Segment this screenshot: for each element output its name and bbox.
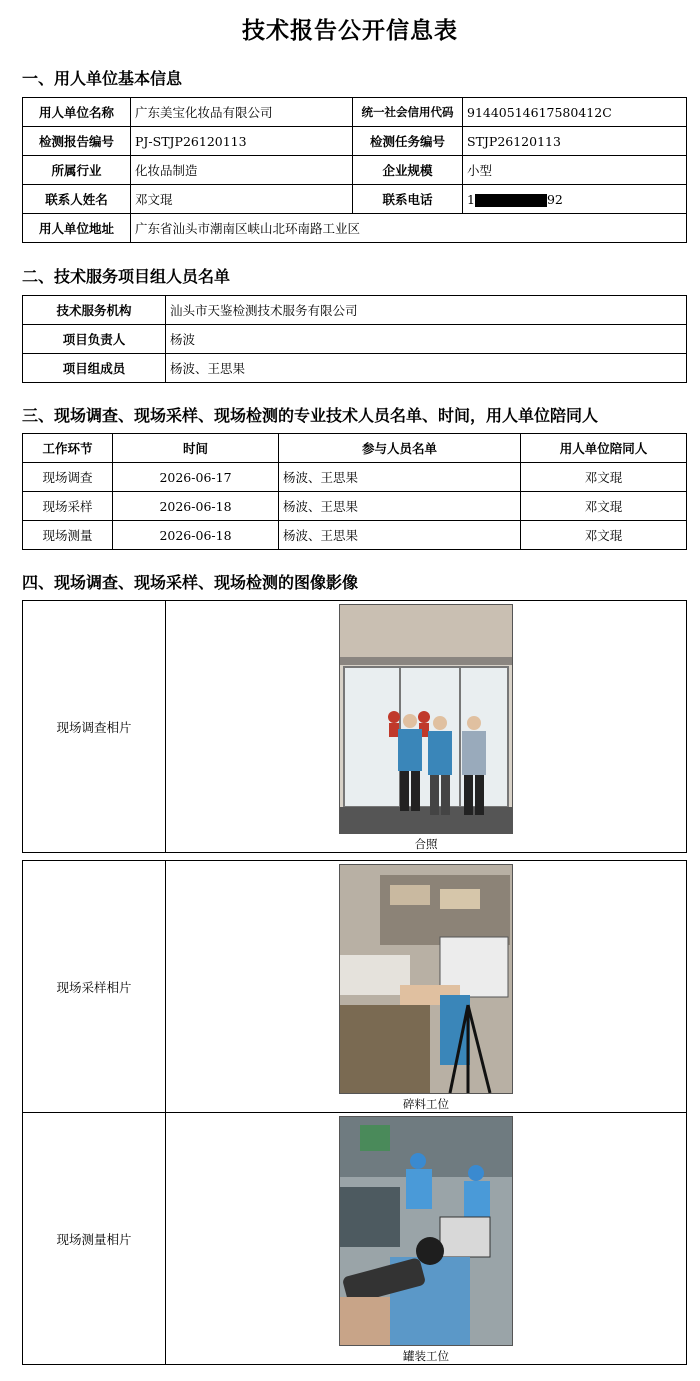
team-table bbox=[22, 295, 687, 383]
leader-label: 项目负责人 bbox=[23, 325, 166, 354]
survey-photo-caption: 合照 bbox=[414, 837, 438, 851]
col-header-stage: 工作环节 bbox=[23, 434, 113, 463]
section-1-heading: 一、用人单位基本信息 bbox=[22, 69, 183, 88]
sampling-photo-caption: 碎料工位 bbox=[403, 1097, 449, 1111]
redaction-bar bbox=[475, 194, 547, 207]
phone-label: 联系电话 bbox=[353, 185, 463, 214]
address-label: 用人单位地址 bbox=[23, 214, 131, 243]
cell-participants: 杨波、王思果 bbox=[279, 521, 521, 550]
leader-value: 杨波 bbox=[166, 325, 687, 354]
section-3-heading: 三、现场调查、现场采样、现场检测的专业技术人员名单、时间，用人单位陪同人 bbox=[22, 406, 599, 425]
contact-value: 邓文琨 bbox=[131, 185, 353, 214]
phone-value bbox=[463, 185, 687, 214]
members-value: 杨波、王思果 bbox=[166, 354, 687, 383]
sampling-photo bbox=[339, 864, 513, 1094]
sampling-measure-photo-table bbox=[22, 860, 687, 1365]
survey-photo-table bbox=[22, 600, 687, 853]
industry-label: 所属行业 bbox=[23, 156, 131, 185]
measure-photo-caption: 罐装工位 bbox=[403, 1349, 449, 1363]
address-value: 广东省汕头市潮南区峡山北环南路工业区 bbox=[131, 214, 687, 243]
unit-name-label: 用人单位名称 bbox=[23, 98, 131, 127]
section-2-heading: 二、技术服务项目组人员名单 bbox=[22, 267, 231, 286]
phone-prefix: 1 bbox=[467, 191, 475, 207]
section-4-heading: 四、现场调查、现场采样、现场检测的图像影像 bbox=[22, 573, 359, 592]
scale-label: 企业规模 bbox=[353, 156, 463, 185]
cell-stage: 现场测量 bbox=[23, 521, 113, 550]
col-header-time: 时间 bbox=[113, 434, 279, 463]
cell-time: 2026-06-18 bbox=[113, 521, 279, 550]
cell-escort: 邓文琨 bbox=[521, 521, 687, 550]
survey-photo-label: 现场调查相片 bbox=[23, 601, 166, 853]
document-title: 技术报告公开信息表 bbox=[242, 17, 458, 44]
cell-escort: 邓文琨 bbox=[521, 492, 687, 521]
task-no-value: STJP26120113 bbox=[463, 127, 687, 156]
report-no-value: PJ-STJP26120113 bbox=[131, 127, 353, 156]
measurement-photo bbox=[339, 1116, 513, 1346]
industry-value: 化妆品制造 bbox=[131, 156, 353, 185]
basic-info-table bbox=[22, 97, 687, 243]
contact-label: 联系人姓名 bbox=[23, 185, 131, 214]
table-row bbox=[23, 463, 687, 492]
cell-stage: 现场调查 bbox=[23, 463, 113, 492]
report-no-label: 检测报告编号 bbox=[23, 127, 131, 156]
org-label: 技术服务机构 bbox=[23, 296, 166, 325]
unit-name-value: 广东美宝化妆品有限公司 bbox=[131, 98, 353, 127]
org-value: 汕头市天鉴检测技术服务有限公司 bbox=[166, 296, 687, 325]
field-work-table bbox=[22, 433, 687, 550]
credit-code-label: 统一社会信用代码 bbox=[353, 98, 463, 127]
cell-escort: 邓文琨 bbox=[521, 463, 687, 492]
cell-time: 2026-06-17 bbox=[113, 463, 279, 492]
col-header-escort: 用人单位陪同人 bbox=[521, 434, 687, 463]
group-photo bbox=[339, 604, 513, 834]
phone-suffix: 92 bbox=[546, 191, 563, 207]
task-no-label: 检测任务编号 bbox=[353, 127, 463, 156]
table-row bbox=[23, 492, 687, 521]
cell-participants: 杨波、王思果 bbox=[279, 463, 521, 492]
col-header-participants: 参与人员名单 bbox=[279, 434, 521, 463]
table-row bbox=[23, 521, 687, 550]
members-label: 项目组成员 bbox=[23, 354, 166, 383]
sampling-photo-label: 现场采样相片 bbox=[23, 861, 166, 1113]
cell-time: 2026-06-18 bbox=[113, 492, 279, 521]
cell-stage: 现场采样 bbox=[23, 492, 113, 521]
measure-photo-label: 现场测量相片 bbox=[23, 1113, 166, 1365]
cell-participants: 杨波、王思果 bbox=[279, 492, 521, 521]
credit-code-value: 91440514617580412C bbox=[463, 98, 687, 127]
scale-value: 小型 bbox=[463, 156, 687, 185]
